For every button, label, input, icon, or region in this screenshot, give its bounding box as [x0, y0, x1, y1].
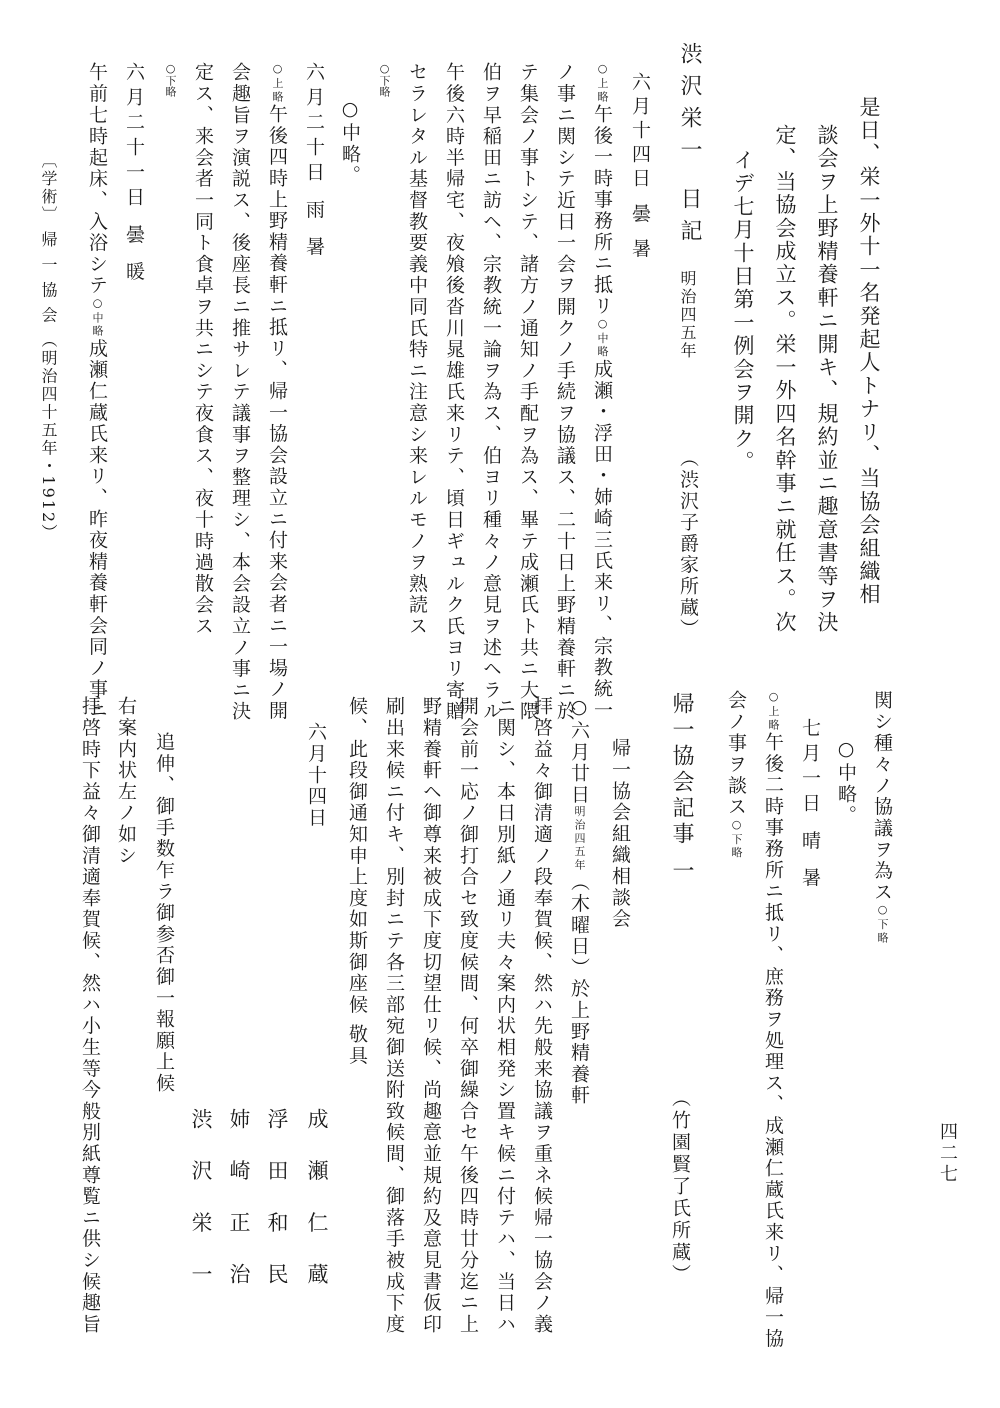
diary-line-10-text: 午前七時起床、入浴シテ [86, 62, 108, 297]
note-omitted-middle: ○中略 [596, 316, 609, 359]
signer-name: 浮 田 和 民 [265, 1108, 289, 1297]
cont-line-2 [763, 690, 782, 1350]
diary-source: （渋沢子爵家所蔵） [677, 448, 699, 640]
body-line-4: イデ七月十日第一例会ヲ開ク。 [731, 149, 755, 474]
body-line-2: 談会ヲ上野精養軒ニ開キ、規約並ニ趣意書等ヲ決 [815, 124, 839, 635]
letter-line: ニ関シ、本日別紙ノ通リ夫々案内状相発シ置キ候ニ付テハ、当日ハ [494, 696, 516, 1335]
diary-line-10-rest: 成瀬仁蔵氏来リ、昨夜精養軒会同ノ事ニ [86, 338, 108, 722]
body-line-3: 定、当協会成立ス。栄一外四名幹事ニ就任ス。次 [773, 124, 797, 635]
records-source: （竹園賢了氏所蔵） [669, 1088, 691, 1286]
diary-line-1 [592, 62, 611, 721]
note-omitted-below: ○下略 [876, 903, 889, 945]
note-omitted-middle: ○中略 [91, 296, 104, 339]
diary-line-10 [87, 62, 106, 722]
diary-line-6: セラレタル基督教要義中同氏特ニ注意シ来レルモノヲ熟読ス [406, 62, 428, 638]
page-number: 四二七 [937, 1122, 958, 1185]
meeting-place: （木曜日）於上野精養軒 [568, 872, 590, 1107]
cont-line-2-text: 午後二時事務所ニ抵リ、庶務ヲ処理ス、成瀬仁蔵氏来リ、帰一協 [762, 731, 784, 1350]
diary-title: 渋沢栄一 日記 [677, 42, 702, 251]
diary-date-0614: 六月十四日 曇 暑 [629, 72, 651, 263]
diary-line-7-text: 午後四時上野精養軒ニ抵リ、帰一協会設立ニ付来会者ニ一場ノ開 [266, 103, 288, 722]
meeting-date-line [568, 696, 590, 1107]
diary-line-1-rest: 成瀬・浮田・姉崎三氏来リ、宗教統一 [591, 358, 613, 721]
letter-line: 拝啓益々御清適ノ段奉賀候、然ハ先般来協議ヲ重ネ候帰一協会ノ義 [531, 696, 553, 1335]
diary-line-7 [267, 62, 286, 722]
note-omitted-below: ○下略 [164, 62, 177, 97]
note-omitted-above: ○上略 [271, 62, 284, 104]
diary-line-4: 伯ヲ早稲田ニ訪ヘ、宗教統一論ヲ為ス、伯ヨリ種々ノ意見ヲ述ヘラル [480, 62, 502, 723]
diary-line-3: テ集会ノ事トシテ、諸方ノ通知ノ手配ヲ為ス、畢テ成瀬氏ト共ニ大隈 [517, 62, 539, 723]
diary-line-9: 定ス、来会者一同ト食卓ヲ共ニシテ夜食ス、夜十時過散会ス [192, 62, 214, 638]
cont-line-3 [726, 690, 745, 860]
note-omitted-above: ○上略 [596, 62, 609, 104]
diary-date-0621: 六月二十一日 曇 暖 [123, 62, 145, 287]
omission-mark: ○中略。 [339, 98, 361, 187]
body-line-1: 是日、栄一外十一名発起人トナリ、当協会組織相 [857, 96, 881, 607]
records-subtitle: 帰一協会組織相談会 [609, 738, 631, 930]
records-title: 帰一協会記事 一 [669, 692, 694, 885]
diary-line-1-text: 午後一時事務所ニ抵リ [591, 103, 613, 317]
meeting-era-2: 四五年 [573, 832, 586, 873]
notice-line: 拝啓時下益々御清適奉賀候、然ハ小生等今般別紙尊覧ニ供シ候趣旨 [79, 696, 101, 1335]
signer-name: 渋 沢 栄 一 [189, 1108, 213, 1297]
note-omitted-below: ○下略 [730, 817, 743, 860]
letter-date: 六月十四日 [305, 722, 327, 829]
cont-line-1 [872, 690, 891, 945]
note-omitted-above: ○上略 [767, 690, 780, 732]
omission-mark: ○中略。 [835, 738, 857, 827]
diary-line-2: ノ事ニ関シテ近日一会ヲ開クノ手続ヲ協議ス、二十日上野精養軒ニ於 [554, 62, 576, 723]
postscript: 追伸、御手数乍ラ御参否御一報願上候 [153, 732, 175, 1095]
diary-era: 明治四五年 [678, 270, 697, 360]
letter-line: 開会前一応ノ御打合セ致度候間、何卒御繰合セ午後四時廿分迄ニ上 [457, 696, 479, 1335]
signer-name: 姉 崎 正 治 [227, 1108, 251, 1297]
diary-line-5: 午後六時半帰宅、夜飧後沓川晁雄氏来リテ、頃日ギュルク氏ヨリ寄贈 [443, 62, 465, 723]
diary-date-0701: 七月一日 晴 暑 [799, 718, 821, 893]
cont-line-1-text: 関シ種々ノ協議ヲ為ス [871, 690, 893, 903]
meeting-date: ○六月廿日 [568, 696, 590, 806]
signer-name: 成 瀬 仁 蔵 [305, 1108, 329, 1297]
letter-line: 野精養軒ヘ御尊来被成下度切望仕リ候、尚趣意並規約及意見書仮印 [420, 696, 442, 1335]
diary-line-8: 会趣旨ヲ演説ス、後座長ニ推サレテ議事ヲ整理シ、本会設立ノ事ニ決 [229, 62, 251, 723]
running-footer: 〔学術〕 帰 一 協 会 （明治四十五年・1912） [39, 152, 58, 543]
letter-line: 刷出来候ニ付キ、別封ニテ各三部宛御送附致候間、御落手被成下度 [383, 696, 405, 1335]
meeting-era-1: 明治 [573, 805, 586, 833]
notice-title: 右案内状左ノ如シ [115, 696, 137, 867]
diary-date-0620: 六月二十日 雨 暑 [303, 62, 325, 262]
note-omitted-below: ○下略 [378, 62, 391, 97]
letter-line: 候、此段御通知申上度如斯御座候 敬具 [346, 696, 368, 1067]
cont-line-3-text: 会ノ事ヲ談ス [725, 690, 747, 818]
meeting-era [573, 806, 586, 873]
